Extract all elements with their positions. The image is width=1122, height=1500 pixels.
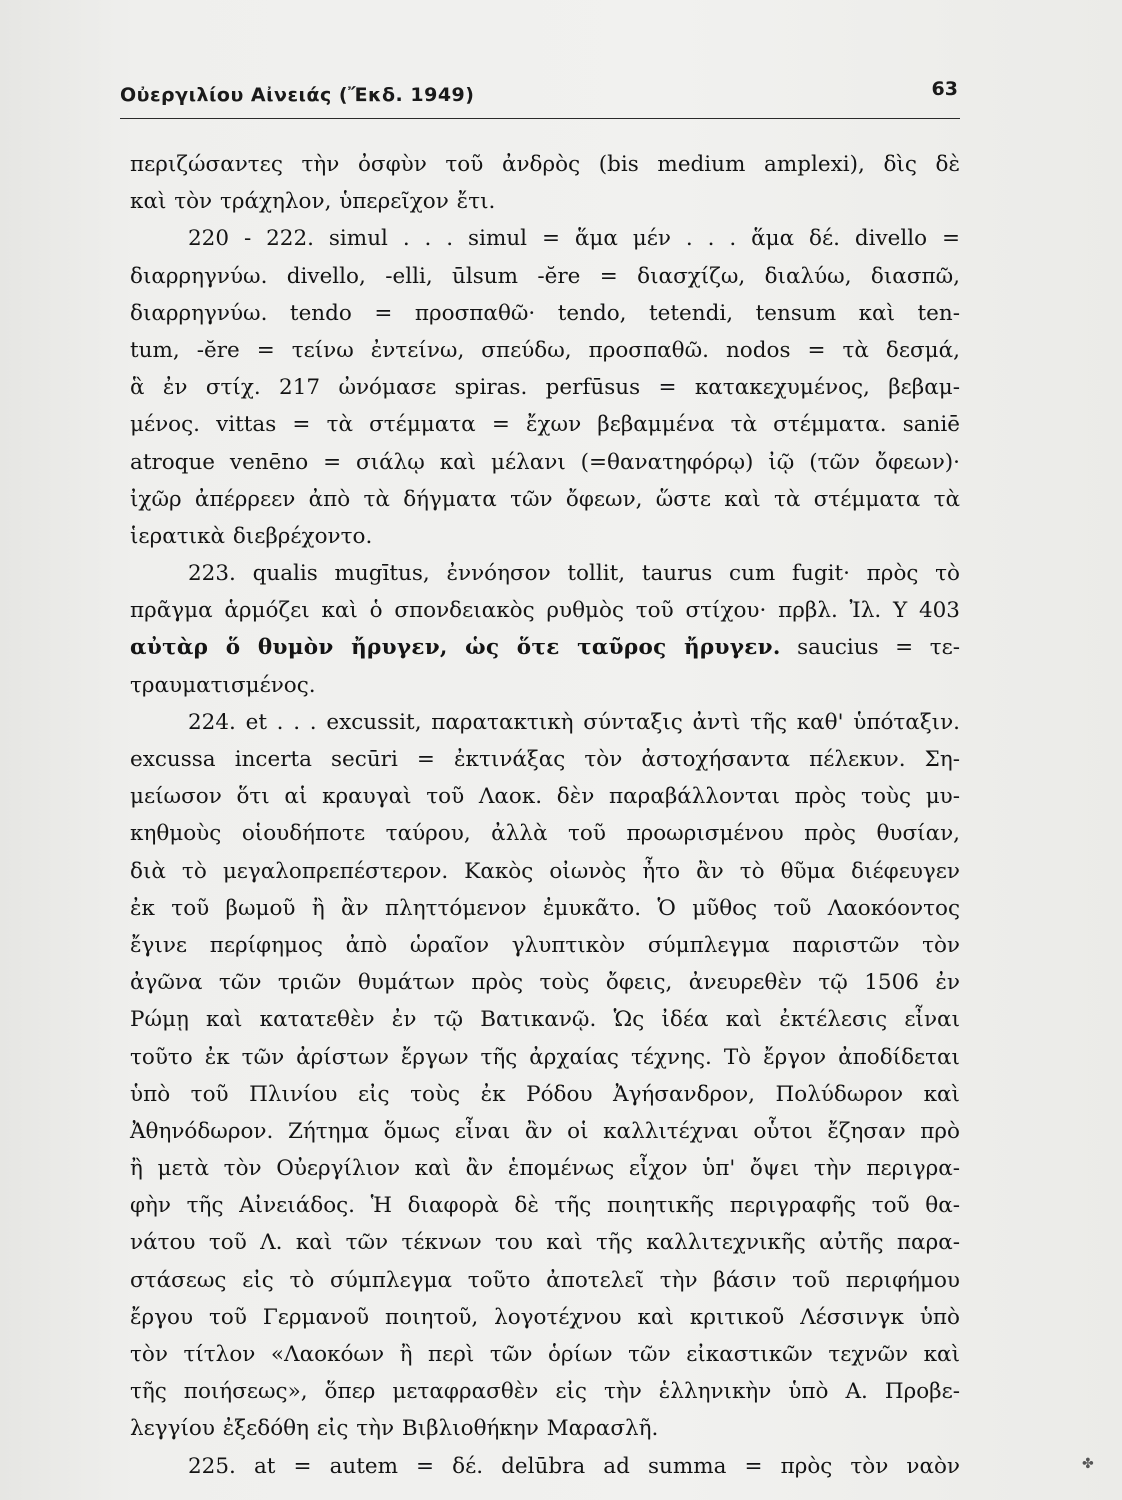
- text-line: 224. et . . . excussit, παρατακτικὴ σύνταξις ἀντὶ τῆς καθ' ὑπόταξιν.: [188, 709, 960, 735]
- text-line: ἐκ τοῦ βωμοῦ ἢ ἂν πληττόμενον ἐμυκᾶτο. Ὁ μῦθος τοῦ Λαοκόοντος: [130, 895, 960, 921]
- text-line: διαρρηγνύω. divello, -elli, ūlsum -ĕre = διασχίζω, διαλύω, διασπῶ,: [130, 263, 960, 289]
- text-line: διαρρηγνύω. tendo = προσπαθῶ· tendo, tetendi, tensum καὶ ten-: [130, 300, 960, 326]
- text-line: διὰ τὸ μεγαλοπρεπέστερον. Κακὸς οἰωνὸς ἦτο ἂν τὸ θῦμα διέφευγεν: [130, 858, 960, 884]
- text-line-with-quote: [130, 629, 960, 666]
- page-number: 63: [931, 78, 958, 100]
- text-line: μένος. vittas = τὰ στέμματα = ἔχων βεβαμμένα τὰ στέμματα. saniē: [130, 412, 960, 438]
- text-line: νάτου τοῦ Λ. καὶ τῶν τέκνων του καὶ τῆς καλλιτεχνικῆς αὐτῆς παρα-: [130, 1230, 960, 1256]
- text-line: ἃ ἐν στίχ. 217 ὠνόμασε spiras. perfūsus = κατακεχυμένος, βεβαμ-: [130, 375, 960, 401]
- text-line: πρᾶγμα ἁρμόζει καὶ ὁ σπονδειακὸς ρυθμὸς τοῦ στίχου· πρβλ. Ἰλ. Υ 403: [130, 598, 960, 624]
- ink-speck-mark: ✤: [1082, 1456, 1094, 1472]
- text-line: τῆς ποιήσεως», ὅπερ μεταφρασθὲν εἰς τὴν ἑλληνικὴν ὑπὸ Α. Προβε-: [130, 1379, 960, 1405]
- text-line: ἢ μετὰ τὸν Οὐεργίλιον καὶ ἂν ἑπομένως εἶχον ὑπ' ὄψει τὴν περιγρα-: [130, 1156, 960, 1182]
- text-line: τραυματισμένος.: [130, 672, 316, 698]
- text-line: κηθμοὺς οἱουδήποτε ταύρου, ἀλλὰ τοῦ προωρισμένου πρὸς θυσίαν,: [130, 821, 960, 847]
- text-line: τοῦτο ἐκ τῶν ἀρίστων ἔργων τῆς ἀρχαίας τέχνης. Τὸ ἔργον ἀποδίδεται: [130, 1044, 960, 1070]
- text-line: ἰχῶρ ἀπέρρεεν ἀπὸ τὰ δήγματα τῶν ὄφεων, ὥστε καὶ τὰ στέμματα τὰ: [130, 486, 960, 512]
- text-line: περιζώσαντες τὴν ὀσφὺν τοῦ ἀνδρὸς (bis medium amplexi), δὶς δὲ: [130, 152, 960, 177]
- text-line: ἱερατικὰ διεβρέχοντο.: [130, 523, 373, 549]
- text-line: 225. at = autem = δέ. delūbra ad summa = πρὸς τὸν ναὸν: [188, 1453, 960, 1479]
- text-line: τὸν τίτλον «Λαοκόων ἢ περὶ τῶν ὁρίων τῶν εἰκαστικῶν τεχνῶν καὶ: [130, 1342, 960, 1367]
- text-line: tum, -ĕre = τείνω ἐντείνω, σπεύδω, προσπαθῶ. nodos = τὰ δεσμά,: [130, 337, 960, 363]
- text-line: καὶ τὸν τράχηλον, ὑπερεῖχον ἔτι.: [130, 189, 496, 215]
- text-line: Ρώμῃ καὶ κατατεθὲν ἐν τῷ Βατικανῷ. Ὡς ἰδέα καὶ ἐκτέλεσις εἶναι: [130, 1007, 960, 1033]
- text-line: λεγγίου ἐξεδόθη εἰς τὴν Βιβλιοθήκην Μαρασλῆ.: [130, 1416, 659, 1442]
- text-line: ὑπὸ τοῦ Πλινίου εἰς τοὺς ἐκ Ρόδου Ἀγήσανδρον, Πολύδωρον καὶ: [130, 1081, 960, 1107]
- commentary-text: [130, 146, 960, 1485]
- text-line: atroque venēno = σιάλῳ καὶ μέλανι (=θανατηφόρῳ) ἰῷ (τῶν ὄφεων)·: [130, 449, 960, 475]
- text-line: ἀγῶνα τῶν τριῶν θυμάτων πρὸς τοὺς ὄφεις, ἀνευρεθὲν τῷ 1506 ἐν: [130, 970, 960, 996]
- text-line: στάσεως εἰς τὸ σύμπλεγμα τοῦτο ἀποτελεῖ τὴν βάσιν τοῦ περιφήμου: [130, 1267, 960, 1293]
- text-line: excussa incerta secūri = ἐκτινάξας τὸν ἀστοχήσαντα πέλεκυν. Ση-: [130, 747, 960, 772]
- text-line: ἔργου τοῦ Γερμανοῦ ποιητοῦ, λογοτέχνου καὶ κριτικοῦ Λέσσινγκ ὑπὸ: [130, 1304, 960, 1330]
- text-line: 220 - 222. simul . . . simul = ἅμα μέν . . . ἅμα δέ. divello =: [188, 226, 960, 252]
- running-head: [120, 78, 960, 119]
- text-line: Ἀθηνόδωρον. Ζήτημα ὅμως εἶναι ἂν οἱ καλλιτέχναι οὗτοι ἔζησαν πρὸ: [130, 1118, 960, 1144]
- text-line: ἔγινε περίφημος ἀπὸ ὡραῖον γλυπτικὸν σύμπλεγμα παριστῶν τὸν: [130, 932, 960, 958]
- running-title: Οὐεργιλίου Αἰνειάς (Ἔκδ. 1949): [120, 84, 475, 106]
- text-line-rest: saucius = τε-: [780, 635, 960, 661]
- text-line: φὴν τῆς Αἰνειάδος. Ἡ διαφορὰ δὲ τῆς ποιητικῆς περιγραφῆς τοῦ θα-: [130, 1193, 960, 1219]
- text-line: 223. qualis mugītus, ἐννόησον tollit, taurus cum fugit· πρὸς τὸ: [188, 561, 960, 587]
- text-line: μείωσον ὅτι αἱ κραυγαὶ τοῦ Λαοκ. δὲν παραβάλλονται πρὸς τοὺς μυ-: [130, 784, 960, 810]
- homeric-quote: αὐτὰρ ὅ θυμὸν ἤρυγεν, ὡς ὅτε ταῦρος ἤρυγεν.: [130, 635, 781, 661]
